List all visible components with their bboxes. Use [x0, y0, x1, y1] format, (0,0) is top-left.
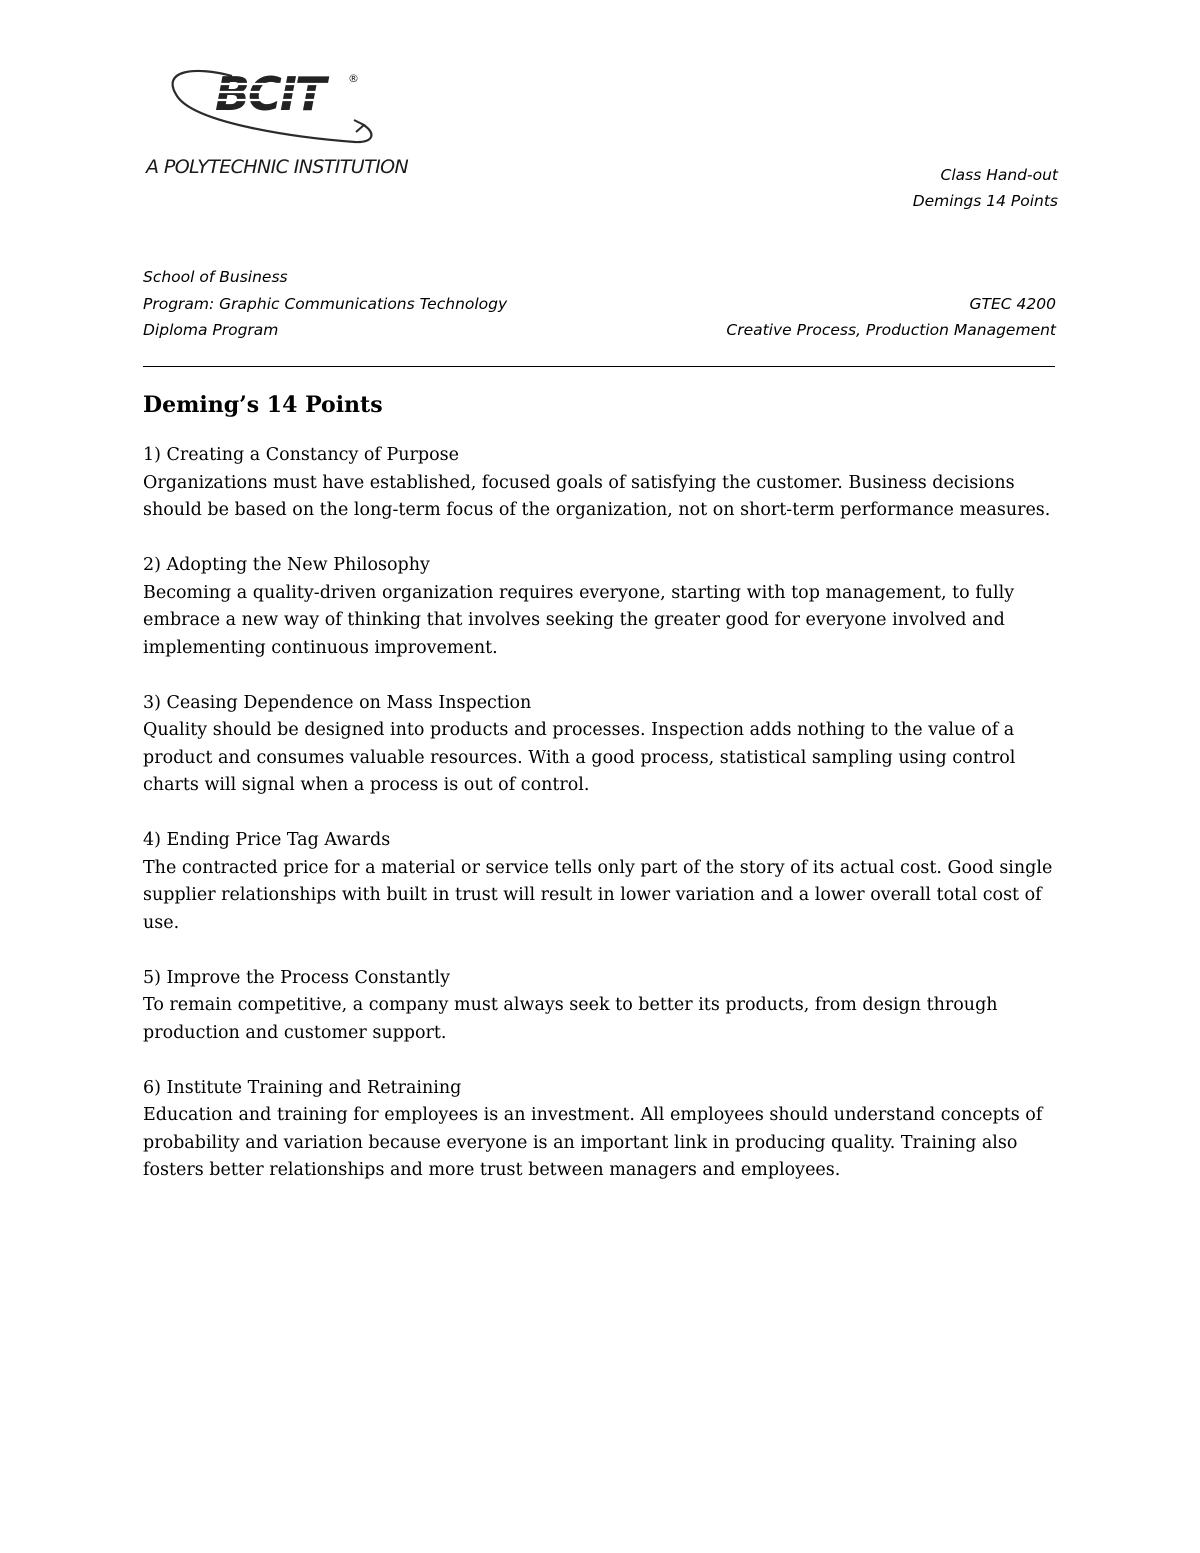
handout-label	[913, 162, 1058, 214]
point-heading: 1) Creating a Constancy of Purpose	[143, 445, 459, 465]
handout-type: Class Hand-out	[940, 166, 1058, 184]
course-code: GTEC 4200	[969, 294, 1056, 313]
diploma-label: Diploma Program	[143, 321, 279, 339]
point-body: Education and training for employees is an investment. All employees should understand concepts of probability and variation because everyone is an important link in producing quality. Training also fosters better relationships and more trust between managers and employees.	[143, 1105, 1043, 1180]
school-name: School of Business	[143, 268, 288, 286]
registered-mark: ®	[348, 72, 359, 85]
point-heading: 3) Ceasing Dependence on Mass Inspection	[143, 692, 532, 713]
program-name: Program: Graphic Communications Technology	[143, 294, 508, 313]
point-item	[143, 1075, 1063, 1185]
point-heading: 4) Ending Price Tag Awards	[143, 830, 391, 850]
point-item	[143, 552, 1063, 662]
document-title: Deming’s 14 Points	[143, 392, 383, 418]
point-item	[143, 965, 1063, 1048]
point-body: Becoming a quality-driven organization requires everyone, starting with top management, to fully embrace a new way of thinking that involves seeking the greater good for everyone involved and implementing continuous improvement.	[143, 582, 1015, 658]
bcit-logo-mark	[140, 62, 440, 158]
bcit-logo	[140, 62, 440, 182]
point-body: The contracted price for a material or service tells only part of the story of its actual cost. Good single supplier relationships with built in trust will result in lower variation and a lower overall total cost of use.	[143, 857, 1053, 933]
handout-topic: Demings 14 Points	[912, 192, 1058, 210]
logo-tagline: A POLYTECHNIC INSTITUTION	[146, 156, 409, 178]
point-body: To remain competitive, a company must always seek to better its products, from design through production and customer support.	[143, 995, 998, 1043]
point-item	[143, 827, 1063, 937]
header-divider	[143, 366, 1055, 367]
point-item	[143, 442, 1063, 525]
point-heading: 6) Institute Training and Retraining	[143, 1077, 462, 1098]
logo-wordmark: BCIT	[215, 67, 325, 121]
points-list	[143, 442, 1063, 1212]
course-info	[143, 264, 1056, 344]
course-name: Creative Process, Production Management	[726, 321, 1056, 339]
point-heading: 5) Improve the Process Constantly	[143, 967, 450, 988]
point-heading: 2) Adopting the New Philosophy	[143, 555, 430, 575]
point-body: Quality should be designed into products and processes. Inspection adds nothing to the value of a product and consumes valuable resources. With a good process, statistical sampling using control charts will signal when a process is out of control.	[143, 720, 1016, 795]
point-item	[143, 690, 1063, 800]
point-body: Organizations must have established, focused goals of satisfying the customer. Business decisions should be based on the long-term focus of the organization, not on short-term performance measures.	[143, 472, 1051, 520]
